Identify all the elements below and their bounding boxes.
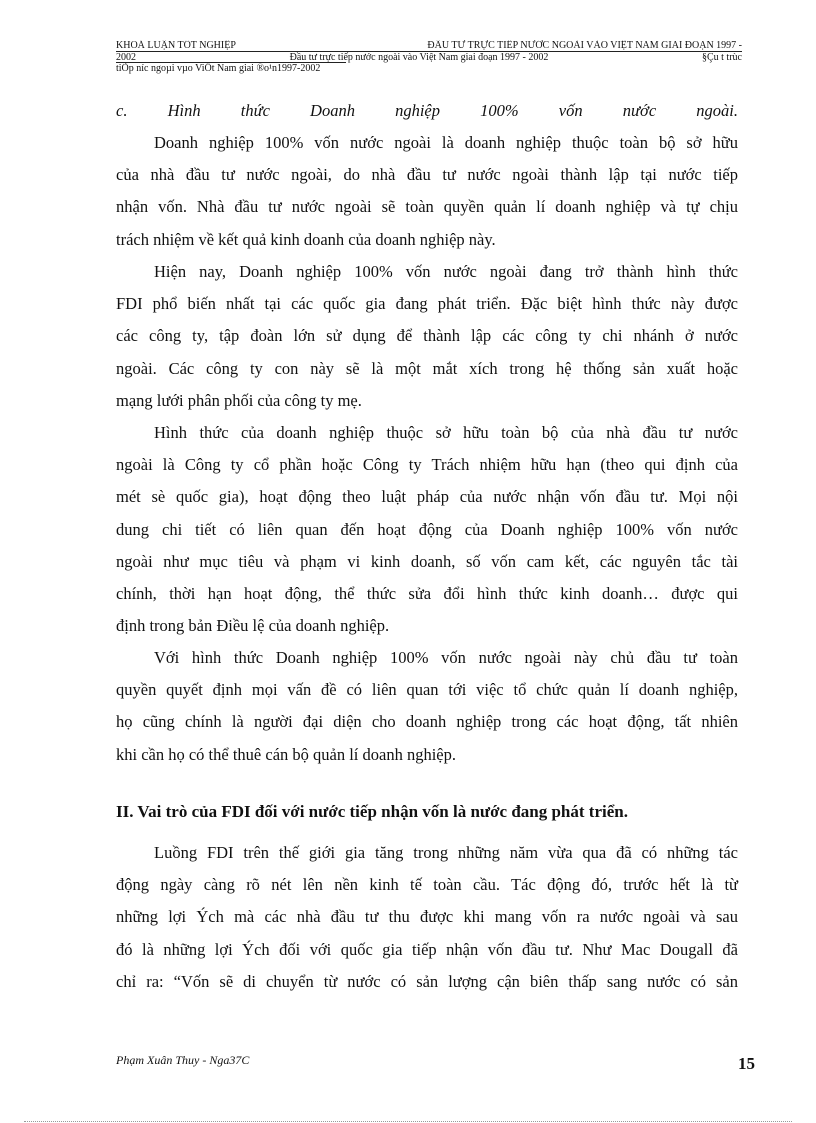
paragraph-3 [116,417,738,642]
text-line: chính, thời hạn hoạt động, thể thức sửa đổi hình thức kinh doanh… được qui [116,583,738,603]
section-2-block [116,796,738,828]
text-line: Hiện nay, Doanh nghiệp 100% vốn nước ngoài đang trở thành hình thức [154,262,738,281]
text-line: nhận vốn. Nhà đầu tư nước ngoài sẽ toàn quyền quản lí doanh nghiệp và tự chịu [116,197,738,217]
header-garbled-line: tiÕp níc ngoµi vµo ViÖt Nam giai ®o¹n1997-2002 [116,63,321,74]
text-line: ngoài là Công ty cổ phần hoặc Công ty Trách nhiệm hữu hạn (theo qui định của [116,455,738,475]
text-line: FDI phổ biến nhất tại các quốc gia đang phát triển. Đặc biệt hình thức này được [116,294,738,314]
heading-c: c. Hình thức Doanh nghiệp 100% vốn nước ngoài. [116,101,738,120]
page-edge-divider [24,1121,792,1122]
paragraph-4 [116,642,738,771]
text-line: định trong bản Điều lệ của doanh nghiệp. [116,616,390,636]
paragraph-2 [116,256,738,417]
text-line: của nhà đầu tư nước ngoài, do nhà đầu tư nước ngoài thành lập tại nước tiếp [116,165,738,185]
text-line: Hình thức của doanh nghiệp thuộc sở hữu toàn bộ của nhà đầu tư nước [154,423,738,442]
text-line: ngoài như mục tiêu và phạm vi kinh doanh, số vốn cam kết, các nguyên tắc tài [116,551,738,571]
text-line: ngoài. Các công ty con này sẽ là một mắt xích trong hệ thống sản xuất hoặc [116,358,738,378]
text-line: họ cũng chính là người đại diện cho doanh nghiệp trong các hoạt động, tất nhiên [116,712,738,732]
page-number: 15 [738,1054,755,1073]
text-line: Với hình thức Doanh nghiệp 100% vốn nước ngoài này chủ đầu tư toàn [154,648,738,667]
header-thesis-title: ĐẦU TƯ TRỰC TIẾP NƯỚC NGOÀI VÀO VIỆT NAM GIAI ĐOẠN 1997 - [427,40,742,51]
text-line: chỉ ra: “Vốn sẽ di chuyển từ nước có sản lượng cận biên thấp sang nước có sản [116,971,738,991]
text-line: mạng lưới phân phối của công ty mẹ. [116,390,362,410]
text-line: quyền quyết định mọi vấn đề có liên quan tới việc tổ chức quản lí doanh nghiệp, [116,680,738,700]
section-title: II. Vai trò của FDI đối với nước tiếp nhận vốn là nước đang phát triển. [116,802,628,821]
text-line: Doanh nghiệp 100% vốn nước ngoài là doanh nghiệp thuộc toàn bộ sở hữu [154,133,738,152]
paragraph-1 [116,127,738,256]
text-line: dung chi tiết có liên quan đến hoạt động của Doanh nghiệp 100% vốn nước [116,519,738,539]
header-year: 2002 [116,52,136,63]
running-header-bottom [116,62,346,74]
text-line: đó là những lợi Ých đối với quốc gia tiếp nhận vốn đầu tư. Như Mac Dougall đã [116,939,738,959]
text-line: Luồng FDI trên thế giới gia tăng trong những năm vừa qua đã có những tác [154,843,738,862]
text-line: mét sè quốc gia), hoạt động theo luật pháp của nước nhận vốn đầu tư. Mọi nội [116,487,738,507]
text-line: những lợi Ých mà các nhà đầu tư thu được khi mang vốn ra nước ngoài và sau [116,907,738,927]
text-line: các công ty, tập đoàn lớn sử dụng để thành lập các công ty chi nhánh ở nước [116,326,738,346]
header-title-repeat: Đầu tư trực tiếp nước ngoài vào Việt Nam giai đoạn 1997 - 2002 [289,52,549,63]
footer-author: Phạm Xuân Thuy - Nga37C [116,1053,250,1067]
header-garbled-right: §Çu t trùc [701,52,742,63]
text-line: trách nhiệm về kết quả kinh doanh của doanh nghiệp này. [116,229,496,249]
heading-c-block [116,95,738,127]
header-thesis-label: KHOÁ LUẬN TỐT NGHIỆP [116,40,236,51]
paragraph-5 [116,837,738,998]
running-header-top [116,40,742,51]
text-line: khi cần họ có thể thuê cán bộ quản lí doanh nghiệp. [116,744,456,764]
text-line: động ngày càng rõ nét lên nền kinh tế toàn cầu. Tác động đó, trước hết là từ [116,875,738,895]
